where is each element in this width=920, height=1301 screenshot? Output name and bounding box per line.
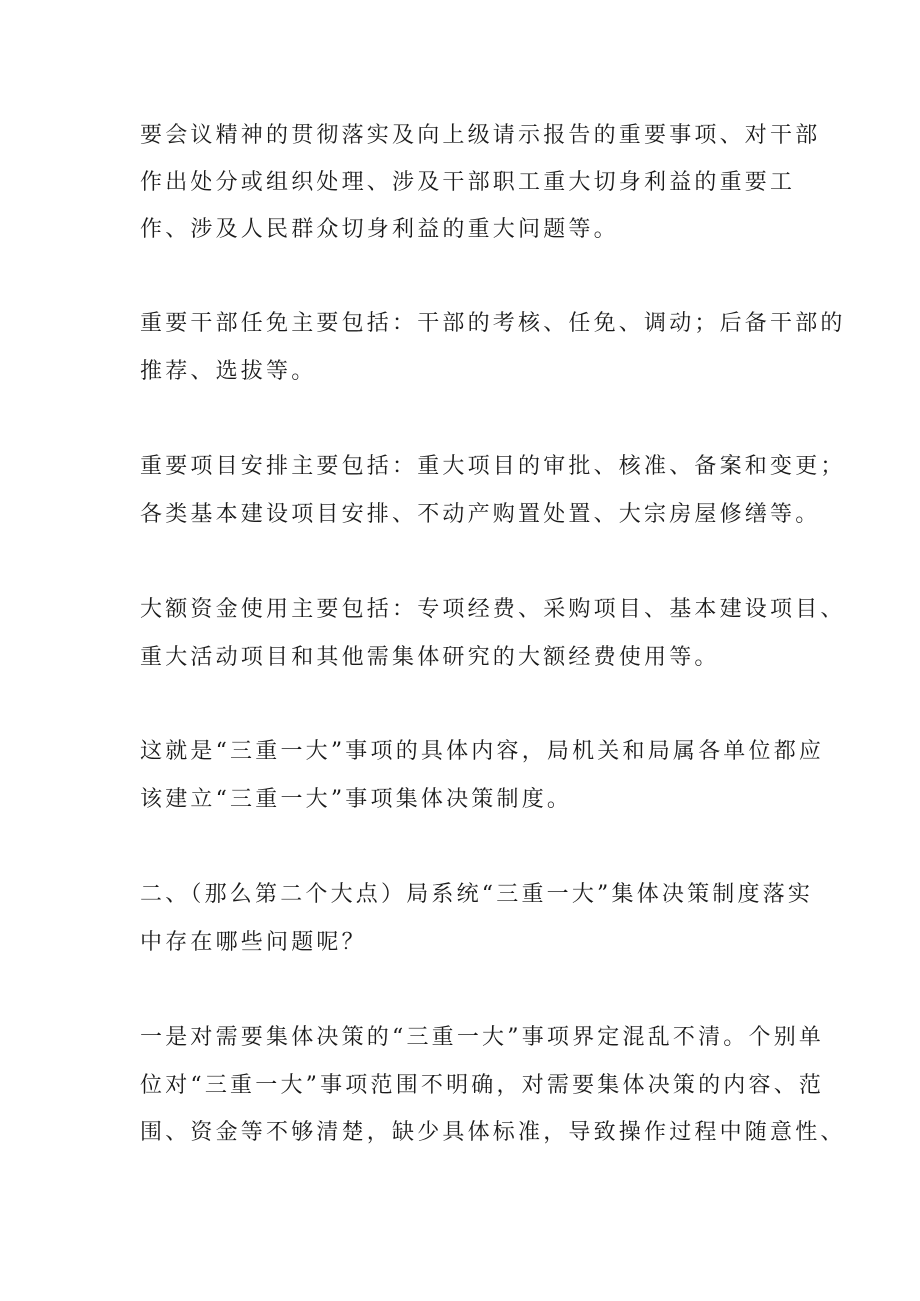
paragraph-1-line-1: 要会议精神的贯彻落实及向上级请示报告的重要事项、对干部 <box>140 123 821 148</box>
paragraph-7-line-1: 一是对需要集体决策的“三重一大”事项界定混乱不清。个别单 <box>140 1025 825 1050</box>
paragraph-2-line-1: 重要干部任免主要包括：干部的考核、任免、调动；后备干部的 <box>140 311 846 336</box>
paragraph-4-line-1: 大额资金使用主要包括：专项经费、采购项目、基本建设项目、 <box>140 597 846 622</box>
paragraph-1-line-3: 作、涉及人民群众切身利益的重大问题等。 <box>140 217 619 242</box>
paragraph-5-line-2: 该建立“三重一大”事项集体决策制度。 <box>140 787 573 812</box>
paragraph-6-line-2: 中存在哪些问题呢？ <box>140 930 367 955</box>
paragraph-6-line-1: 二、（那么第二个大点）局系统“三重一大”集体决策制度落实 <box>140 882 814 907</box>
paragraph-1-line-2: 作出处分或组织处理、涉及干部职工重大切身利益的重要工 <box>140 170 796 195</box>
paragraph-7-line-2: 位对“三重一大”事项范围不明确，对需要集体决策的内容、范 <box>140 1073 825 1098</box>
paragraph-3-line-2: 各类基本建设项目安排、不动产购置处置、大宗房屋修缮等。 <box>140 502 821 527</box>
paragraph-5-line-1: 这就是“三重一大”事项的具体内容，局机关和局属各单位都应 <box>140 739 825 764</box>
paragraph-4-line-2: 重大活动项目和其他需集体研究的大额经费使用等。 <box>140 645 720 670</box>
paragraph-3-line-1: 重要项目安排主要包括：重大项目的审批、核准、备案和变更； <box>140 454 846 479</box>
paragraph-2-line-2: 推荐、选拔等。 <box>140 359 317 384</box>
paragraph-7-line-3: 围、资金等不够清楚，缺少具体标准，导致操作过程中随意性、 <box>140 1120 846 1145</box>
